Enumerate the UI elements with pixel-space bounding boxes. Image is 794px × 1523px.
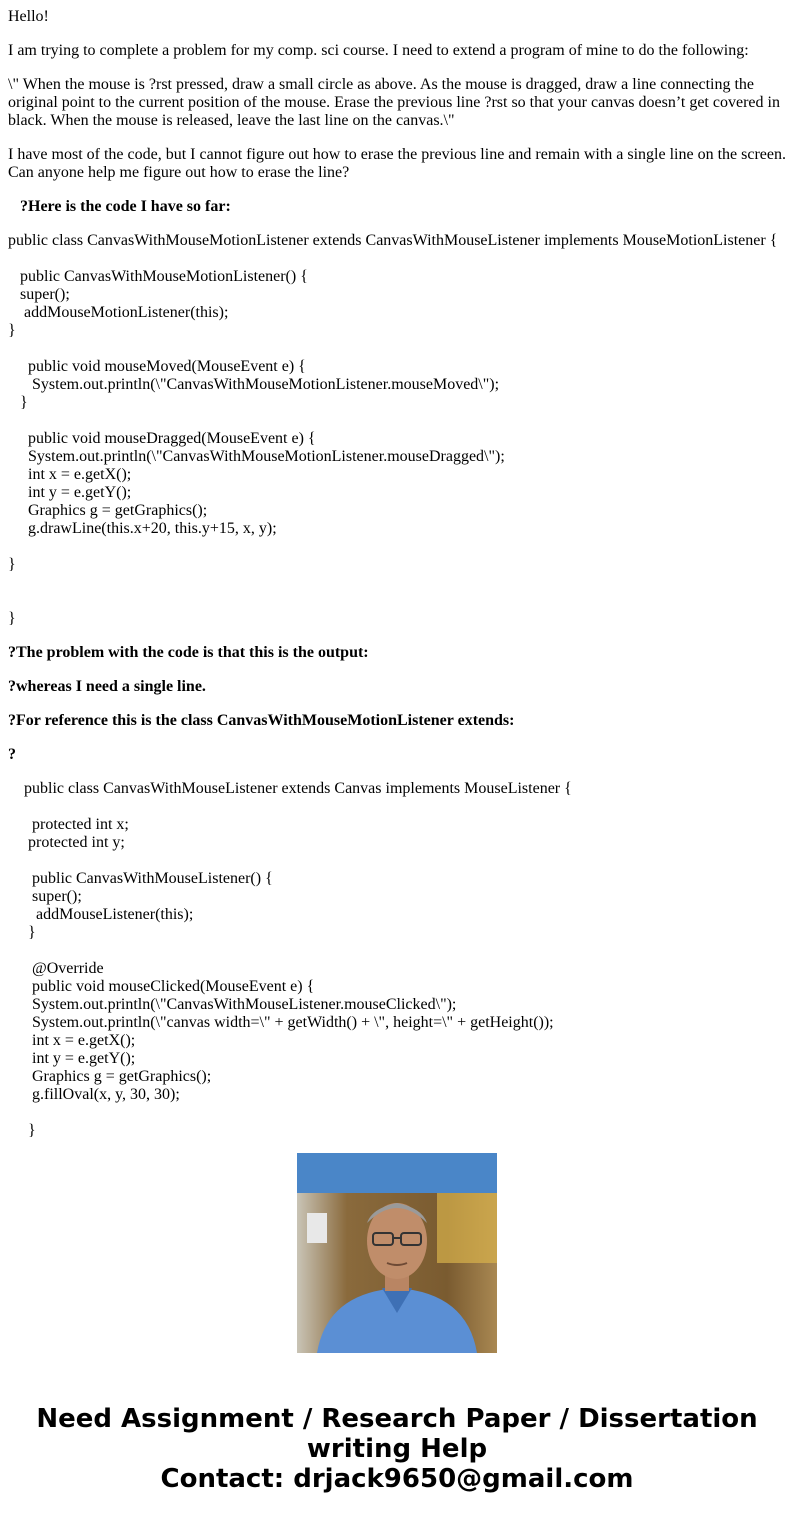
code-line: } bbox=[8, 1122, 36, 1139]
post-content bbox=[8, 8, 790, 1139]
code-line: addMouseMotionListener(this); bbox=[8, 304, 229, 321]
code-line: protected int y; bbox=[8, 834, 125, 851]
avatar bbox=[297, 1153, 497, 1353]
promo-contact: Contact: drjack9650@gmail.com bbox=[160, 1464, 634, 1494]
code-line bbox=[8, 250, 790, 268]
code-line: super(); bbox=[8, 286, 70, 303]
code-line bbox=[8, 592, 790, 610]
code-line: int y = e.getY(); bbox=[8, 1050, 136, 1067]
code-line bbox=[8, 340, 790, 358]
code-line: int x = e.getX(); bbox=[8, 466, 132, 483]
code-line: System.out.println(\"CanvasWithMouseMotionListener.mouseDragged\"); bbox=[8, 448, 505, 465]
promo-banner bbox=[0, 1404, 794, 1494]
code-line: super(); bbox=[8, 888, 82, 905]
intro-paragraph: I am trying to complete a problem for my comp. sci course. I need to extend a program of mine to do the following: bbox=[8, 42, 749, 59]
code-line: public CanvasWithMouseListener() { bbox=[8, 870, 273, 887]
code-line: Graphics g = getGraphics(); bbox=[8, 502, 208, 519]
code-line: int y = e.getY(); bbox=[8, 484, 132, 501]
code-line: System.out.println(\"CanvasWithMouseListener.mouseClicked\"); bbox=[8, 996, 457, 1013]
code-line: } bbox=[8, 924, 36, 941]
code-line: g.drawLine(this.x+20, this.y+15, x, y); bbox=[8, 520, 277, 537]
code-line: Graphics g = getGraphics(); bbox=[8, 1068, 212, 1085]
single-line-text: ?whereas I need a single line. bbox=[8, 678, 206, 695]
code-line: int x = e.getX(); bbox=[8, 1032, 136, 1049]
assignment-quote: \" When the mouse is ?rst pressed, draw a small circle as above. As the mouse is dragged, draw a line connecting the original point to the current position of the mouse. Erase the previous line ?rst so that your canvas doesn’t get covered in black. When the mouse is released, leave the last line on the canvas.\" bbox=[8, 76, 784, 129]
promo-line-2: writing Help bbox=[306, 1434, 488, 1464]
code-heading: ?Here is the code I have so far: bbox=[8, 198, 231, 215]
question-mark: ? bbox=[8, 746, 16, 763]
code-block-motion-listener bbox=[8, 232, 790, 628]
code-line: System.out.println(\"CanvasWithMouseMotionListener.mouseMoved\"); bbox=[8, 376, 500, 393]
code-line: public CanvasWithMouseMotionListener() { bbox=[8, 268, 308, 285]
code-line bbox=[8, 798, 790, 816]
code-line bbox=[8, 574, 790, 592]
code-line: addMouseListener(this); bbox=[8, 906, 194, 923]
code-line: g.fillOval(x, y, 30, 30); bbox=[8, 1086, 180, 1103]
code-line: public class CanvasWithMouseMotionListener extends CanvasWithMouseListener implements MouseMotionListener { bbox=[8, 232, 778, 249]
code-line: protected int x; bbox=[8, 816, 129, 833]
code-line: } bbox=[8, 322, 16, 339]
code-line bbox=[8, 538, 790, 556]
code-line: public void mouseClicked(MouseEvent e) { bbox=[8, 978, 315, 995]
code-line: public void mouseMoved(MouseEvent e) { bbox=[8, 358, 306, 375]
code-line: System.out.println(\"canvas width=\" + getWidth() + \", height=\" + getHeight()); bbox=[8, 1014, 554, 1031]
avatar-portrait-icon bbox=[297, 1153, 497, 1353]
code-line bbox=[8, 852, 790, 870]
code-line: @Override bbox=[8, 960, 104, 977]
code-block-mouse-listener bbox=[8, 780, 790, 1140]
greeting: Hello! bbox=[8, 8, 49, 25]
problem-text: ?The problem with the code is that this is the output: bbox=[8, 644, 369, 661]
code-line bbox=[8, 942, 790, 960]
code-line: public void mouseDragged(MouseEvent e) { bbox=[8, 430, 316, 447]
question-paragraph: I have most of the code, but I cannot figure out how to erase the previous line and remain with a single line on the screen. Can anyone help me figure out how to erase the line? bbox=[8, 146, 790, 181]
code-line: public class CanvasWithMouseListener extends Canvas implements MouseListener { bbox=[8, 780, 572, 797]
code-line bbox=[8, 412, 790, 430]
reference-text: ?For reference this is the class CanvasWithMouseMotionListener extends: bbox=[8, 712, 515, 729]
code-line: } bbox=[8, 610, 16, 627]
code-line bbox=[8, 1104, 790, 1122]
promo-line-1: Need Assignment / Research Paper / Dissertation bbox=[36, 1404, 758, 1434]
code-line: } bbox=[8, 556, 16, 573]
code-line: } bbox=[8, 394, 28, 411]
